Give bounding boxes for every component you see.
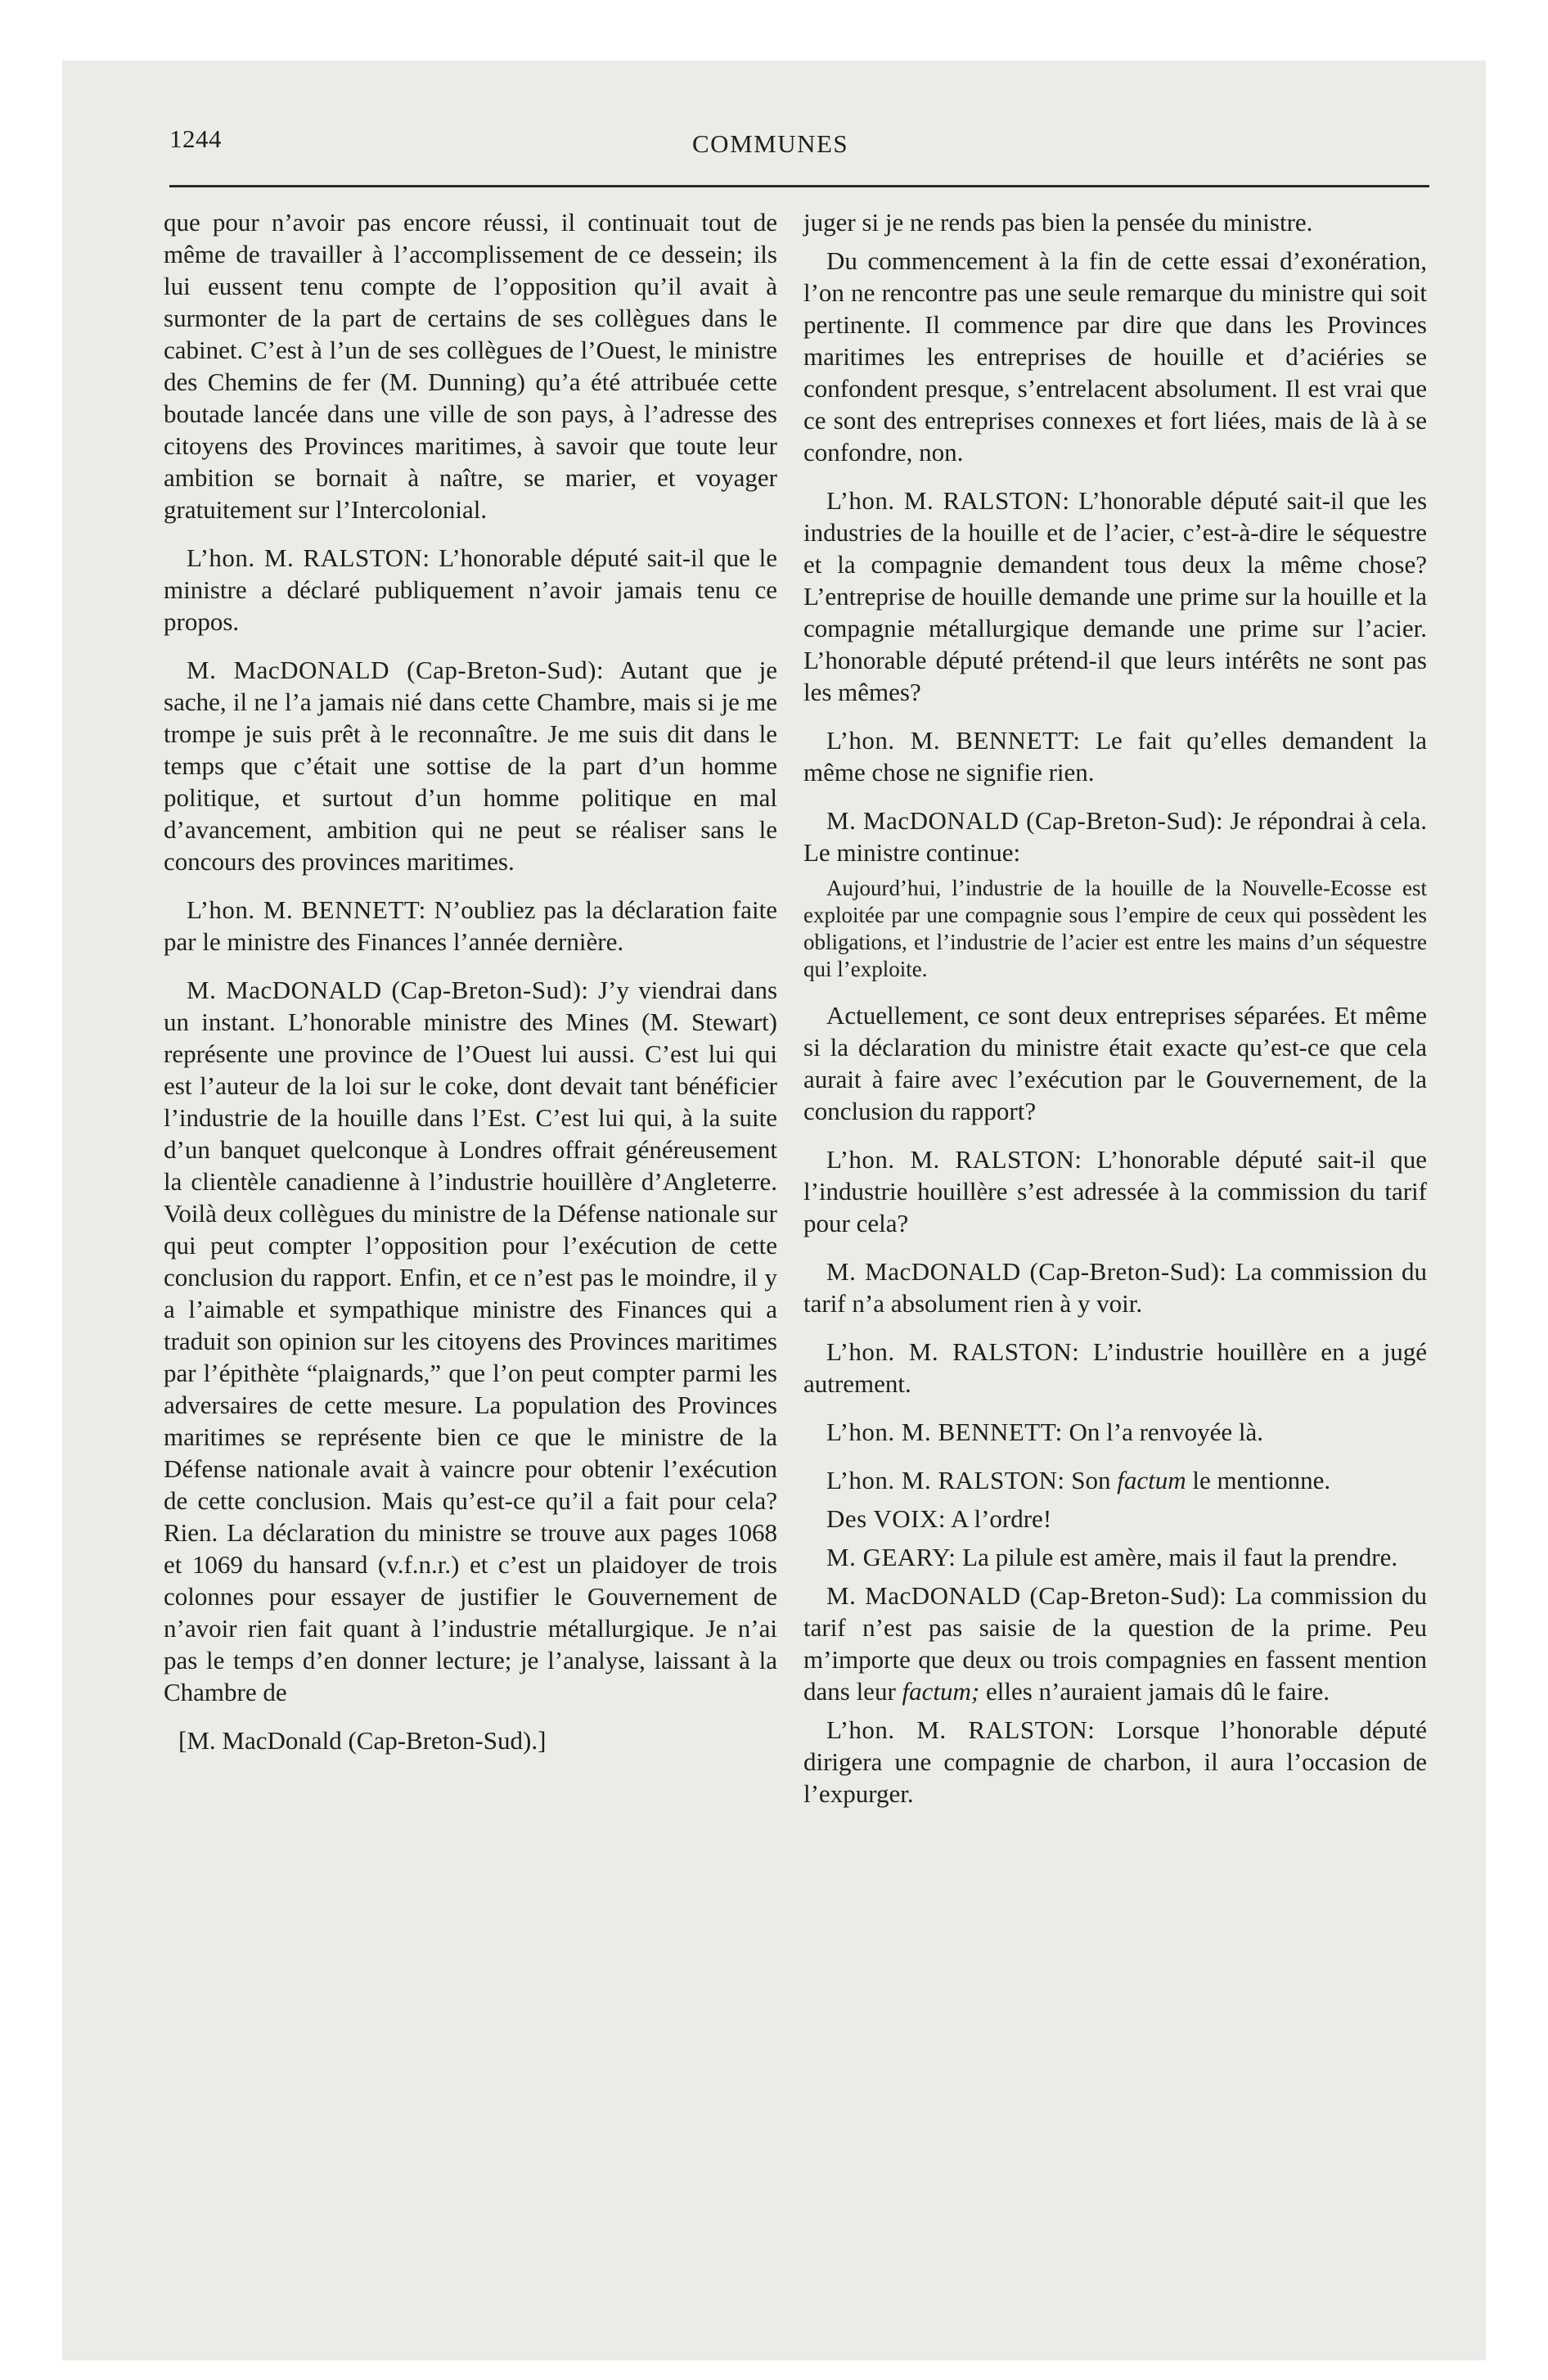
speaker-name: L’hon. M. RALSTON: [826, 1337, 1080, 1366]
italic-term: factum; [902, 1677, 980, 1706]
intervention [803, 485, 1427, 708]
paragraph [803, 999, 1427, 1127]
paragraph-text: juger si je ne rends pas bien la pensée du ministre. [803, 208, 1313, 237]
intervention [803, 1464, 1427, 1496]
intervention [803, 1255, 1427, 1319]
speaker-name: M. MacDONALD (Cap-Breton-Sud): [826, 806, 1224, 835]
intervention [803, 1143, 1427, 1239]
running-head: COMMUNES [692, 129, 849, 158]
intervention [164, 894, 777, 958]
speaker-name: L’hon. M. BENNETT: [187, 895, 426, 924]
speaker-name: L’hon. M. BENNETT: [826, 1418, 1063, 1446]
speech-text: N’oubliez pas la déclaration faite par le ministre des Finances l’année dernière. [164, 895, 777, 956]
speaker-name: M. GEARY: [826, 1543, 956, 1571]
speaker-footer-reference: [M. MacDonald (Cap-Breton-Sud).] [178, 1726, 547, 1755]
speech-text: Son [1071, 1466, 1111, 1494]
paragraph [803, 245, 1427, 468]
speaker-name: L’hon. M. RALSTON: [826, 1715, 1096, 1744]
speaker-name: M. MacDONALD (Cap-Breton-Sud): [187, 976, 589, 1004]
paragraph-text: Actuellement, ce sont deux entreprises séparées. Et même si la déclaration du ministre était exacte qu’est-ce que cela aurait à faire avec l’exécution par le Gouvernement, de la conclusion du rapport? [803, 1001, 1427, 1125]
header-rule [169, 185, 1429, 187]
intervention [164, 974, 777, 1708]
speech-text: La commission du tarif n’a absolument rien à y voir. [803, 1257, 1427, 1318]
speaker-name: M. MacDONALD (Cap-Breton-Sud): [826, 1581, 1227, 1610]
speech-text: La pilule est amère, mais il faut la prendre. [962, 1543, 1398, 1571]
speech-text: L’industrie houillère en a jugé autrement. [803, 1337, 1427, 1398]
speech-text: Le fait qu’elles demandent la même chose ne signifie rien. [803, 726, 1427, 787]
speaker-name: L’hon. M. RALSTON: [826, 1466, 1065, 1494]
paragraph-text: Du commencement à la fin de cette essai d’exonération, l’on ne rencontre pas une seule remarque du ministre qui soit pertinente. Il commence par dire que dans les Provinces maritimes les entreprises de houille et d’aciéries se confondent presque, s’entrelacent absolument. Il est vrai que ce sont des entreprises connexes et fort liées, mais de là à se confondre, non. [803, 246, 1427, 467]
quoted-passage: Aujourd’hui, l’industrie de la houille de la Nouvelle-Ecosse est exploitée par une compagnie sous l’empire de ceux qui possèdent les obligations, et l’industrie de l’acier est entre les mains d’un séquestre qui l’exploite. [803, 876, 1427, 981]
speech-text: Je répondrai à cela. Le ministre continue: [803, 806, 1427, 867]
speech-text: le mentionne. [1192, 1466, 1331, 1494]
speaker-name: L’hon. M. RALSTON: [826, 486, 1070, 515]
intervention [803, 724, 1427, 788]
speech-text: L’honorable député sait-il que les industries de la houille et de l’acier, c’est-à-dire le séquestre et la compagnie demandent tous deux la même chose? L’entreprise de houille demande une prime sur la houille et la compagnie métallurgique demande une prime sur l’acier. L’honorable député prétend-il que leurs intérêts ne sont pas les mêmes? [803, 486, 1428, 706]
left-column [164, 206, 777, 1756]
speech-text: elles n’auraient jamais dû le faire. [985, 1677, 1330, 1706]
speech-text: L’honorable député sait-il que l’industrie houillère s’est adressée à la commission du tarif pour cela? [803, 1145, 1428, 1237]
paragraph-text: que pour n’avoir pas encore réussi, il continuait tout de même de travailler à l’accomplissement de ce dessein; ils lui eussent tenu compte de l’opposition qu’il avait à surmonter de la part de certains de ses collègues dans le cabinet. C’est à l’un de ses collègues de l’Ouest, le ministre des Chemins de fer (M. Dunning) qu’a été attribuée cette boutade lancée dans une ville de son pays, à l’adresse des citoyens des Provinces maritimes, à savoir que toute leur ambition se bornait à naître, se marier, et voyager gratuitement sur l’Intercolonial. [164, 208, 777, 524]
speaker-name: L’hon. M. RALSTON: [826, 1145, 1082, 1174]
speech-text: La commission du tarif n’est pas saisie de la question de la prime. Peu m’importe que deux ou trois compagnies en fassent mention dans leur [803, 1581, 1427, 1706]
speaker-name: M. MacDONALD (Cap-Breton-Sud): [826, 1257, 1227, 1286]
intervention [803, 1503, 1427, 1535]
page-number: 1244 [169, 124, 222, 153]
paragraph [803, 206, 1427, 238]
intervention [803, 1336, 1427, 1400]
speech-text: A l’ordre! [951, 1504, 1052, 1533]
speaker-name: M. MacDONALD (Cap-Breton-Sud): [187, 656, 605, 684]
intervention [164, 654, 777, 877]
intervention [803, 1714, 1427, 1810]
speech-text: Autant que je sache, il ne l’a jamais nié dans cette Chambre, mais si je me trompe je suis prêt à le reconnaître. Je me suis dit dans le temps que c’était une sottise de la part d’un homme politique, et surtout d’un homme politique en mal d’avancement, ambition qui ne peut se réaliser sans le concours des provinces maritimes. [164, 656, 777, 876]
speech-text: Lorsque l’honorable député dirigera une compagnie de charbon, il aura l’occasion de l’expurger. [803, 1715, 1428, 1808]
italic-term: factum [1117, 1466, 1186, 1494]
intervention [164, 542, 777, 638]
speaker-name: L’hon. M. BENNETT: [826, 726, 1081, 755]
intervention [803, 1416, 1427, 1448]
speech-text: On l’a renvoyée là. [1069, 1418, 1264, 1446]
right-column [803, 206, 1427, 1810]
intervention [803, 1580, 1427, 1707]
intervention [803, 805, 1427, 868]
paragraph [164, 206, 777, 525]
speaker-name: L’hon. M. RALSTON: [187, 543, 430, 572]
speaker-name: Des VOIX: [826, 1504, 946, 1533]
speech-text: L’honorable député sait-il que le ministre a déclaré publiquement n’avoir jamais tenu ce propos. [164, 543, 778, 636]
speech-text: J’y viendrai dans un instant. L’honorable ministre des Mines (M. Stewart) représente une province de l’Ouest lui aussi. C’est lui qui est l’auteur de la loi sur le coke, dont devait tant bénéficier l’industrie de la houille dans l’Est. C’est lui qui, à la suite d’un banquet quelconque à Londres offrait généreusement la clientèle canadienne à l’industrie houillère d’Angleterre. Voilà deux collègues du ministre de la Défense nationale sur qui peut compter l’opposition pour l’exécution de cette conclusion du rapport. Enfin, et ce n’est pas le moindre, il y a l’aimable et sympathique ministre des Finances qui a traduit son opinion sur les citoyens des Provinces maritimes par l’épithète “plaignards,” que l’on peut compter parmi les adversaires de cette mesure. La population des Provinces maritimes se représente bien ce que le ministre de la Défense nationale avait à vaincre pour obtenir l’exécution de cette conclusion. Mais qu’est-ce qu’il a fait pour cela? Rien. La déclaration du ministre se trouve aux pages 1068 et 1069 du hansard (v.f.n.r.) et c’est un plaidoyer de trois colonnes pour essayer de justifier le Gouvernement de n’avoir rien fait quant à l’industrie métallurgique. Je n’ai pas le temps d’en donner lecture; je l’analyse, laissant à la Chambre de [164, 976, 778, 1706]
intervention [803, 1541, 1427, 1573]
